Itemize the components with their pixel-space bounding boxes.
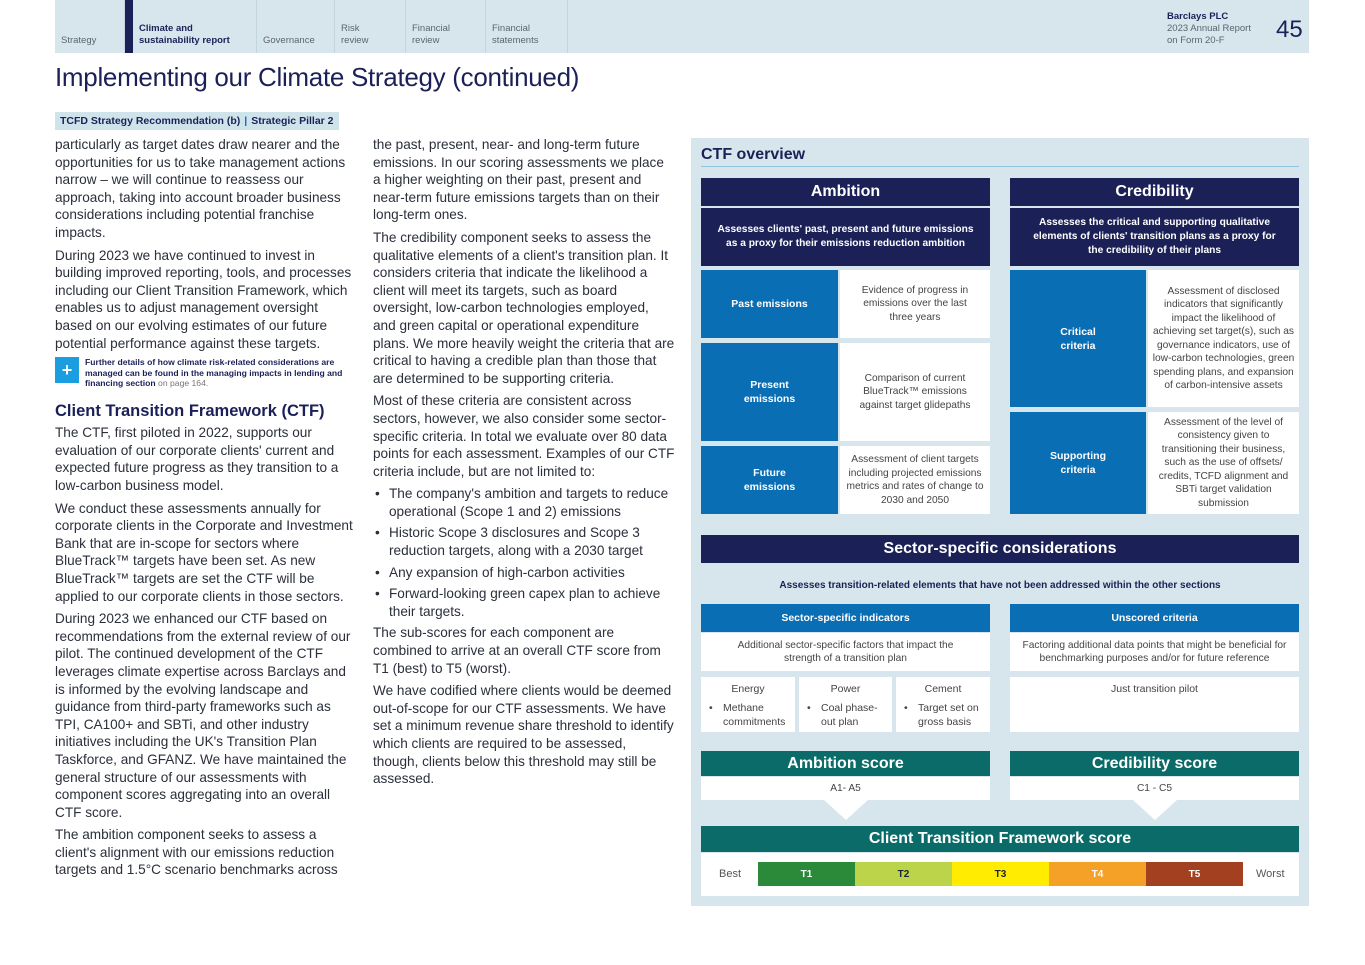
tier-t4: T4 xyxy=(1049,862,1146,886)
page-number: 45 xyxy=(1276,16,1303,43)
tab-financial-statements[interactable]: Financial statements xyxy=(486,0,568,53)
tcfd-tag: TCFD Strategy Recommendation (b) | Strategic Pillar 2 xyxy=(55,112,339,130)
tab-financial-review[interactable]: Financial review xyxy=(406,0,486,53)
ambition-score-header: Ambition score xyxy=(701,751,990,776)
past-emissions-label: Past emissions xyxy=(701,270,838,338)
ctf-overview-title: CTF overview xyxy=(701,146,1299,167)
worst-label: Worst xyxy=(1256,868,1285,880)
ambition-desc: Assesses clients' past, present and future emissions as a proxy for their emissions reduction ambition xyxy=(701,208,990,266)
sector-cement: Cement • Target set on gross basis xyxy=(896,677,990,732)
column-2: the past, present, near- and long-term future emissions. In our scoring assessments we place a higher weighting on their past, present and near-term future emissions targets than on their long-term ones. The credibility component seeks to assess the qualitative elements of a client's transition plan. It considers criteria that indicate the likelihood a client will meet its targets, such as board oversight, low-carbon technologies employed, and green capital or operational expenditure plans. We more heavily weight the criteria that are critical to having a credible plan than those that are determined to be supporting criteria. Most of these criteria are consistent across sectors, however, we also consider some sector-specific criteria. In total we evaluate over 80 data points for each assessment. Examples of our CTF criteria include, but are not limited to: • The company's ambition and targets to reduce operational (Scope 1 and 2) emissions • Historic Scope 3 disclosures and Scope 3 reduction targets, along with a 2030 target • Any expansion of high-carbon activities • Forward-looking green capex plan to achieve their targets. The sub-scores for each component are combined to arrive at an overall CTF score from T1 (best) to T5 (worst). We have codified where clients would be deemed out-of-scope for our CTF assessments. We have set a minimum revenue share threshold to identify which clients are required to be assessed, though, clients below this threshold may still be assessed. xyxy=(373,136,675,793)
tier-t5: T5 xyxy=(1146,862,1243,886)
sector-header: Sector-specific considerations xyxy=(701,535,1299,563)
unscored-criteria-header: Unscored criteria xyxy=(1010,604,1299,632)
plus-icon: + xyxy=(55,357,79,383)
sector-indicators-desc: Additional sector-specific factors that impact the strength of a transition plan xyxy=(701,633,990,671)
tier-t3: T3 xyxy=(952,862,1049,886)
cross-reference-note[interactable]: + Further details of how climate risk-related considerations are managed can be found in the managing impacts in lending and financing section on page 164. xyxy=(55,357,357,389)
credibility-desc: Assesses the critical and supporting qualitative elements of clients' transition plans as a proxy for the credibility of their plans xyxy=(1010,208,1299,266)
present-emissions-desc: Comparison of current BlueTrack™ emissions against target glidepaths xyxy=(840,343,990,441)
sector-power: Power • Coal phase-out plan xyxy=(799,677,892,732)
column-1: particularly as target dates draw nearer and the opportunities for us to take management actions narrow – we will continue to reassess our approach, taking into account broader business considerations including potential franchise impacts. During 2023 we have continued to invest in building improved reporting, tools, and processes including our Client Transition Framework, which enables us to adjust management oversight based on our evolving estimates of our future potential performance against these targets. + Further details of how climate risk-related considerations are managed can be found in the managing impacts in lending and financing section on page 164. Client Transition Framework (CTF) The CTF, first piloted in 2022, supports our evaluation of our corporate clients' current and expected future progress as they transition to a low-carbon business model. We conduct these assessments annually for corporate clients in the Corporate and Investment Bank that are in-scope for sectors where BlueTrack™ targets have been set. As new BlueTrack™ targets are set the CTF will be applied to our corporate clients in those sectors. During 2023 we enhanced our CTF based on recommendations from the external review of our pilot. The continued development of the CTF leverages climate expertise across Barclays and is informed by the evolving landscape and guidance from third-party frameworks such as TPI, CA100+ and SBTi, and other industry initiatives including the UK's Transition Plan Taskforce, and GFANZ. We have maintained the general structure of our assessments with component scores aggregating into an overall CTF score. The ambition component seeks to assess a client's alignment with our emissions reduction targets and 1.5°C scenario benchmarks across xyxy=(55,136,357,884)
tab-climate[interactable]: Climate and sustainability report xyxy=(125,0,257,53)
sector-energy: Energy • Methane commitments xyxy=(701,677,795,732)
report-meta: Barclays PLC 2023 Annual Report on Form 20-F xyxy=(1167,11,1251,46)
critical-criteria-desc: Assessment of disclosed indicators that significantly impact the likelihood of achieving set target(s), such as governance indicators, use of low-carbon technologies, green spending plans, and expansion of carbon-intensive assets xyxy=(1148,270,1299,407)
best-label: Best xyxy=(719,868,742,880)
past-emissions-desc: Evidence of progress in emissions over the last three years xyxy=(840,270,990,338)
criteria-list: • The company's ambition and targets to reduce operational (Scope 1 and 2) emissions • Historic Scope 3 disclosures and Scope 3 reduction targets, along with a 2030 target • Any expansion of high-carbon activities • Forward-looking green capex plan to achieve their targets. xyxy=(373,485,675,620)
ctf-score-header: Client Transition Framework score xyxy=(701,826,1299,852)
section-nav xyxy=(55,0,1309,53)
unscored-criteria-desc: Factoring additional data points that might be beneficial for benchmarking purposes and/or for future reference xyxy=(1010,633,1299,671)
tier-t2: T2 xyxy=(855,862,952,886)
just-transition-pilot: Just transition pilot xyxy=(1010,677,1299,732)
ctf-score-scale xyxy=(701,853,1299,896)
present-emissions-label: Present emissions xyxy=(701,343,838,441)
credibility-score-header: Credibility score xyxy=(1010,751,1299,776)
arrow-down-icon xyxy=(824,800,868,820)
ambition-header: Ambition xyxy=(701,178,990,206)
sector-subtitle: Assesses transition-related elements that have not been addressed within the other sections xyxy=(779,580,1221,591)
company-name: Barclays PLC xyxy=(1167,11,1229,22)
arrow-down-icon xyxy=(1133,800,1177,820)
future-emissions-desc: Assessment of client targets including projected emissions metrics and rates of change to 2030 and 2050 xyxy=(840,446,990,514)
tab-risk-review[interactable]: Risk review xyxy=(335,0,406,53)
tab-governance[interactable]: Governance xyxy=(257,0,335,53)
sector-indicators-header: Sector-specific indicators xyxy=(701,604,990,632)
credibility-header: Credibility xyxy=(1010,178,1299,206)
supporting-criteria-label: Supporting criteria xyxy=(1010,412,1146,514)
tier-t1: T1 xyxy=(758,862,855,886)
tier-bar xyxy=(758,862,1243,886)
page-title: Implementing our Climate Strategy (continued) xyxy=(55,62,580,92)
supporting-criteria-desc: Assessment of the level of consistency given to transitioning their business, such as the use of offsets/ credits, TCFD alignment and SBTi target validation submission xyxy=(1148,412,1299,514)
tab-strategy[interactable]: Strategy xyxy=(55,0,125,53)
ambition-score-range: A1- A5 xyxy=(701,777,990,800)
critical-criteria-label: Critical criteria xyxy=(1010,270,1146,407)
section-heading: Client Transition Framework (CTF) xyxy=(55,401,325,420)
credibility-score-range: C1 - C5 xyxy=(1010,777,1299,800)
future-emissions-label: Future emissions xyxy=(701,446,838,514)
